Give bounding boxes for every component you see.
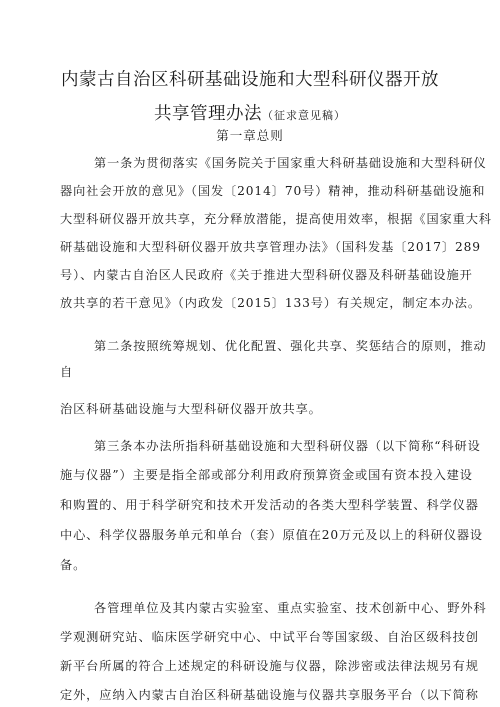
article-3-line-3: 和购置的、用于科学研究和技术开发活动的各类大型科学装置、科学仪器 [60, 498, 479, 512]
document-title-line-2 [0, 100, 500, 125]
article-3-line-2: 施与仪器”）主要是指全部或部分利用政府预算资金或国有资本投入建设 [60, 468, 473, 482]
article-2-line-2: 自 [60, 365, 74, 379]
article-1-line-4: 研基础设施和大型科研仪器开放共享管理办法》（国科发基〔2017〕289 [60, 240, 481, 254]
article-1-line-5: 号）、内蒙古自治区人民政府《关于推进大型科研仪器及科研基础设施开 [60, 268, 473, 282]
article-3-line-4: 中心、科学仪器服务单元和单台（套）原值在20万元及以上的科研仪器设 [60, 528, 484, 542]
paragraph-4-line-2: 学观测研究站、临床医学研究中心、中试平台等国家级、自治区级科技创 [60, 630, 479, 644]
article-3-line-5: 备。 [60, 558, 87, 572]
article-2-line-3: 治区科研基础设施与大型科研仪器开放共享。 [60, 402, 322, 416]
article-3-line-1: 第三条本办法所指科研基础设施和大型科研仪器（以下简称“科研设 [94, 439, 481, 453]
article-2-line-1: 第二条按照统筹规划、优化配置、强化共享、奖惩结合的原则，推动 [94, 339, 487, 353]
article-1-line-6: 放共享的若干意见》（内政发〔2015〕133号）有关规定，制定本办法。 [60, 296, 481, 310]
draft-note: （征求意见稿） [262, 109, 346, 122]
article-1-line-2: 器向社会开放的意见》（国发〔2014〕70号）精神，推动科研基础设施和 [60, 184, 486, 198]
paragraph-4-line-3: 新平台所属的符合上述规定的科研设施与仪器，除涉密或法律法规另有规 [60, 659, 479, 673]
paragraph-4-line-1: 各管理单位及其内蒙古实验室、重点实验室、技术创新中心、野外科 [94, 601, 487, 615]
article-1-line-3: 大型科研仪器开放共享，充分释放潜能，提高使用效率，根据《国家重大科 [60, 212, 492, 226]
document-title-main: 共享管理办法 [154, 104, 262, 124]
article-1-line-1: 第一条为贯彻落实《国务院关于国家重大科研基础设施和大型科研仪 [94, 156, 487, 170]
document-title-line-1: 内蒙古自治区科研基础设施和大型科研仪器开放 [61, 70, 439, 90]
paragraph-4-line-4: 定外，应纳入内蒙古自治区科研基础设施与仪器共享服务平台（以下简称 [60, 688, 479, 702]
chapter-heading: 第一章总则 [216, 128, 284, 143]
